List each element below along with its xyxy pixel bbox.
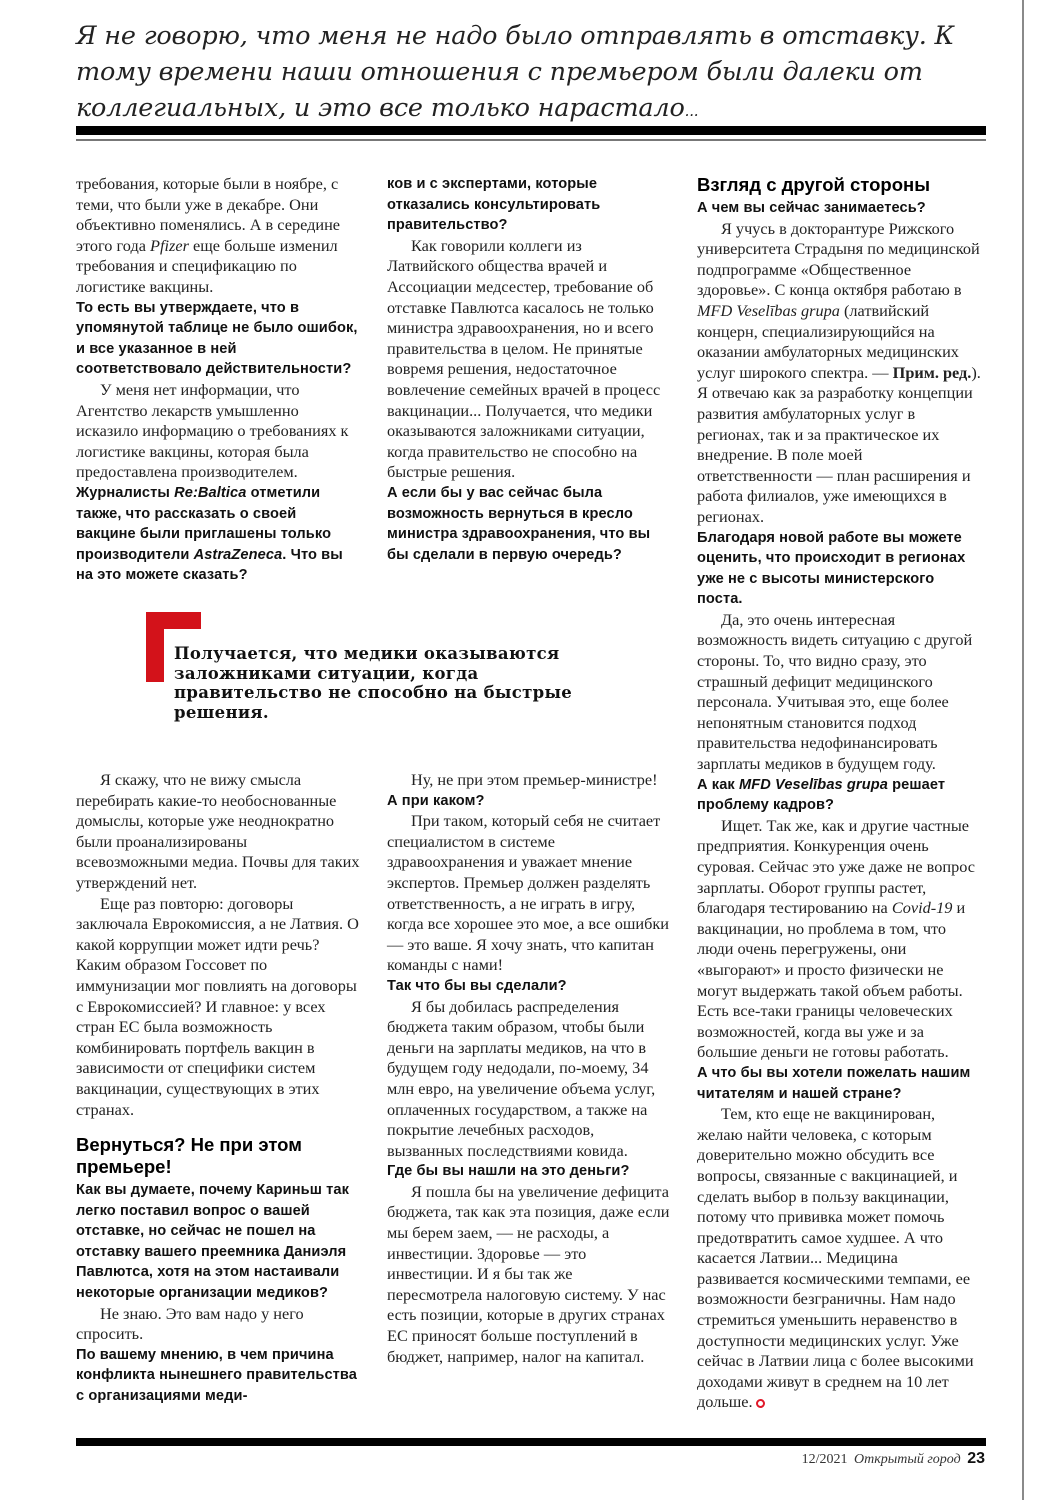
section-subheading: Взгляд с другой стороны bbox=[697, 174, 931, 195]
interview-answer: Я бы добилась распределения бюджета таким образом, чтобы были деньги на зарплаты медиков, на что в будущем году недодали, по-моему, 34 млн евро, на увеличение объема услуг, оплаченных государством, а также на покрытие лечебных расходов, вызванных последствиями ковида. bbox=[387, 996, 656, 1160]
top-divider-thick bbox=[76, 126, 986, 135]
top-pull-quote-text: Я не говорю, что меня не надо было отправлять в отставку. К тому времени наши отношения с премьером были далеки от коллегиальных, и это все только нарастало bbox=[76, 21, 955, 123]
top-pull-quote bbox=[76, 18, 986, 129]
text-run: (латвийский концерн, специализирующийся на оказании амбулаторных медицинских услуг широкого спектра. — bbox=[697, 300, 959, 382]
interview-answer: Еще раз повторю: договоры заключала Еврокомиссия, а не Латвия. О какой коррупции может идти речь? Каким образом Госсовет по иммунизации мог повлиять на договоры с Еврокомиссией? И главное: у всех стран ЕС была возможность комбинировать портфель вакцин в зависимости от специфики систем вакцинации, существующих в этих странах. bbox=[76, 893, 359, 1119]
interview-question: А что бы вы хотели пожелать нашим читателям и нашей стране? bbox=[697, 1064, 971, 1102]
covid-term: Covid-19 bbox=[891, 898, 953, 918]
mid-pull-quote-text: Получается, что медики оказываются заложниками ситуации, когда правительство не способно на быстрые решения. bbox=[174, 644, 573, 722]
body-paragraph bbox=[76, 174, 360, 298]
column-2-upper bbox=[387, 174, 671, 565]
interview-answer-final bbox=[697, 1104, 981, 1413]
interview-question: По вашему мнению, в чем причина конфликта нынешнего правительства с организациями меди- bbox=[76, 1346, 358, 1405]
bottom-divider bbox=[76, 1438, 986, 1446]
interview-question: То есть вы утверждаете, что в упомянутой таблице не было ошибок, и все указанное в ней соответствовало действительности? bbox=[76, 299, 358, 378]
page-edge-line bbox=[1022, 0, 1024, 1500]
text-run: А как bbox=[697, 776, 739, 793]
text-run: отметили также, что рассказать о своей вакцине были приглашены только производители bbox=[76, 484, 332, 563]
editor-note: Прим. ред. bbox=[892, 362, 972, 382]
interview-answer bbox=[697, 219, 981, 528]
column-1-upper bbox=[76, 174, 360, 586]
interview-answer: Не знаю. Это вам надо у него спросить. bbox=[76, 1303, 304, 1344]
section-subheading: Вернуться? Не при этом премьере! bbox=[76, 1134, 302, 1178]
interview-answer: Я пошла бы на увеличение дефицита бюджета, так как эта позиция, даже если мы берем заем, — не расходы, а инвестиции. Здоровье — это инвестиции. И я бы так же пересмотрела налоговую систему. У нас есть позиции, которые в других странах ЕС приносят больше поступлений в бюджет, например, налог на капитал. bbox=[387, 1181, 670, 1366]
interview-answer: Я скажу, что не вижу смысла перебирать какие-то необоснованные домыслы, которые уже неоднократно были проанализированы всевозможными медиа. Почвы для таких утверждений нет. bbox=[76, 770, 360, 892]
interview-answer: Да, это очень интересная возможность видеть ситуацию с другой стороны. То, что видно сразу, это страшный дефицит медицинского персонала. Учитывая это, еще более непонятным становится подход правительства недофинансировать зарплаты медиков в будущем году. bbox=[697, 609, 973, 774]
interview-question bbox=[697, 775, 981, 816]
interview-question: Где бы вы нашли на это деньги? bbox=[387, 1163, 630, 1180]
interview-answer: Как говорили коллеги из Латвийского общества врачей и Ассоциации медсестер, требование об отставке Павлютса касалось не только министра здравоохранения, но и всего правительства в целом. Не принятые вовремя решения, недостаточное вовлечение семейных врачей в процесс вакцинации... Получается, что медики оказываются заложниками ситуации, когда правительство не способно на быстрые решения. bbox=[387, 235, 661, 482]
interview-question: А чем вы сейчас занимаетесь? bbox=[697, 200, 926, 216]
interview-answer: При таком, который себя не считает специалистом в системе здравоохранения и уважает мнение экспертов. Премьер должен разделять ответственность, а не играть в игру, когда все хорошее это мое, а все ошибки — это ваше. Я хочу знать, что капитан команды с нами! bbox=[387, 811, 670, 975]
magazine-name: Открытый город bbox=[854, 1452, 961, 1467]
text-run: Журналисты bbox=[76, 484, 175, 501]
column-1-lower bbox=[76, 770, 360, 1407]
brand-mfd: MFD Veselības grupa bbox=[697, 300, 840, 320]
page-footer bbox=[802, 1450, 985, 1468]
interview-question: А если бы у вас сейчас была возможность вернуться в кресло министра здравоохранения, что вы бы сделали в первую очередь? bbox=[387, 484, 651, 563]
top-pull-quote-ellipsis: ... bbox=[684, 102, 699, 120]
column-2-lower bbox=[387, 770, 671, 1367]
text-run: . Что вы на это можете сказать? bbox=[76, 546, 343, 584]
interview-question bbox=[76, 483, 360, 586]
page-number: 23 bbox=[967, 1450, 985, 1467]
text-run: Тем, кто еще не вакцинирован, желаю найти человека, с которым доверительно можно обсудить все вопросы, связанные с вакцинацией, и сделать выбор в пользу вакцинации, потому что прививка может помочь предотвратить самое худшее. А что касается Латвии... Медицина развивается космическими темпами, ее возможности безграничны. Нам надо стремиться уменьшить неравенство в доступности медицинских услуг. Уже сейчас в Латвии лица с более высокими доходами живут в среднем на 10 лет дольше. bbox=[697, 1104, 974, 1412]
text-run: решает проблему кадров? bbox=[697, 776, 946, 814]
interview-answer: У меня нет информации, что Агентство лекарств умышленно исказило информацию о требованиях к логистике вакцины, которая была предоставлена производителем. bbox=[76, 379, 349, 482]
text-run: и вакцинации, но проблема в том, что люди очень перегружены, они «выгорают» и просто физически не могут выдержать такой объем работы. Есть все-таки границы человеческих возможностей, когда вы уже и за большие деньги не готовы работать. bbox=[697, 898, 966, 1062]
mid-pull-quote bbox=[146, 612, 626, 722]
top-divider-thin bbox=[76, 139, 986, 141]
interview-question: Благодаря новой работе вы можете оценить, что происходит в регионах уже не с высоты министерского поста. bbox=[697, 529, 966, 608]
interview-question-continued: ков и с экспертами, которые отказались консультировать правительство? bbox=[387, 176, 601, 234]
brand-mfd: MFD Veselības grupa bbox=[738, 776, 888, 793]
text-run: еще больше изменил требования и спецификацию по логистике вакцины. bbox=[76, 235, 338, 296]
brand-rebaltica: Re:Baltica bbox=[174, 484, 247, 501]
text-run: ). Я отвечаю как за разработку концепции развития амбулаторных услуг в регионах, так и за практическое их внедрение. В поле моей ответственности — план расширения и работа филиалов, уже имеющихся в регионах. bbox=[697, 362, 981, 526]
text-run: Я учусь в докторантуре Рижского университета Страдыня по медицинской подпрограмме «Общественное здоровье». С конца октября работаю в bbox=[697, 218, 980, 300]
issue-date: 12/2021 bbox=[801, 1452, 848, 1467]
quote-corner-icon bbox=[146, 612, 201, 629]
interview-answer bbox=[697, 816, 981, 1063]
interview-question: А при каком? bbox=[387, 792, 485, 809]
interview-question: Так что бы вы сделали? bbox=[387, 977, 567, 994]
text-run: требования, которые были в ноябре, с теми, что были уже в декабре. Они объективно поменялись. А в середине этого года bbox=[76, 174, 341, 255]
text-run: Ищет. Так же, как и другие частные предприятия. Конкуренция очень суровая. Сейчас это уже даже не вопрос зарплаты. Оборот группы растет, благодаря тестированию на bbox=[697, 815, 976, 918]
column-3 bbox=[697, 170, 981, 1413]
interview-answer: Ну, не при этом премьер-министре! bbox=[411, 770, 658, 789]
brand-pfizer: Pfizer bbox=[150, 235, 189, 255]
interview-question: Как вы думаете, почему Кариньш так легко поставил вопрос о вашей отставке, но сейчас не пошел на отставку вашего преемника Даниэля Павлютса, хотя на этом настаивали некоторые организации медиков? bbox=[76, 1182, 350, 1302]
brand-astrazeneca: AstraZeneca bbox=[193, 546, 283, 563]
end-of-article-icon bbox=[756, 1399, 765, 1408]
